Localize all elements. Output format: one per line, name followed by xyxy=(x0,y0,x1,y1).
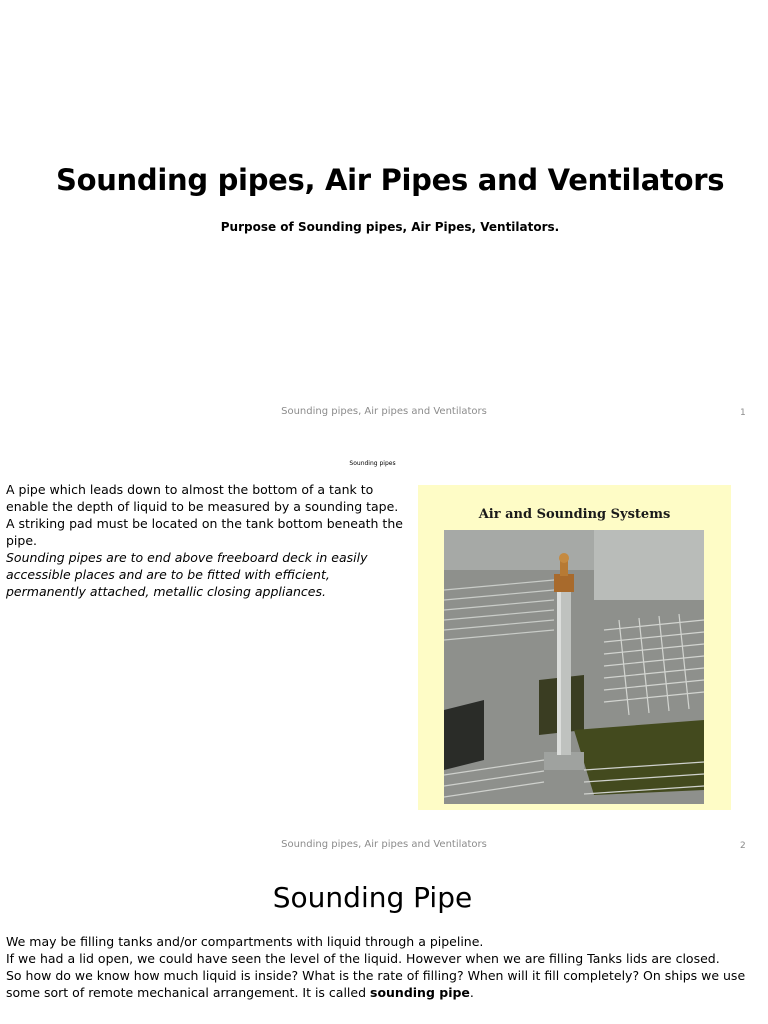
slide3-line-3 xyxy=(6,967,766,1001)
sounding-pipe-term: sounding pipe xyxy=(370,985,470,1000)
slide2-body-italic: Sounding pipes are to end above freeboard deck in easily accessible places and are to be fitted with efficient, permanently attached, metallic closing appliances. xyxy=(6,550,368,599)
slide2-body xyxy=(6,481,406,600)
slide3-body xyxy=(6,933,766,1001)
slide3-title: Sounding Pipe xyxy=(272,881,473,914)
slide1-subtitle: Purpose of Sounding pipes, Air Pipes, Ventilators. xyxy=(220,220,560,234)
slide2-page-number: 2 xyxy=(740,841,746,851)
slide1-footer: Sounding pipes, Air pipes and Ventilators xyxy=(281,406,487,417)
slide2-title: Sounding pipes xyxy=(349,460,396,467)
sounding-pipe-photo xyxy=(444,530,704,804)
slide1-title: Sounding pipes, Air Pipes and Ventilators xyxy=(56,163,725,197)
slide3-line-1: We may be filling tanks and/or compartments with liquid through a pipeline. xyxy=(6,934,484,949)
image-caption: Air and Sounding Systems xyxy=(478,507,671,522)
slide2-body-paragraph: A pipe which leads down to almost the bottom of a tank to enable the depth of liquid to be measured by a sounding tape. A striking pad must be located on the tank bottom beneath the pipe. xyxy=(6,482,403,548)
slide3-line-3-end: . xyxy=(469,985,474,1000)
slide1-page-number: 1 xyxy=(740,408,746,418)
slide3-line-3-text: So how do we know how much liquid is inside? What is the rate of filling? When will it fill completely? On ships we use some sort of remote mechanical arrangement. It is called xyxy=(6,968,746,1000)
slide3-line-2: If we had a lid open, we could have seen the level of the liquid. However when we are filling Tanks lids are closed. xyxy=(6,951,720,966)
slide2-footer: Sounding pipes, Air pipes and Ventilators xyxy=(281,839,487,850)
